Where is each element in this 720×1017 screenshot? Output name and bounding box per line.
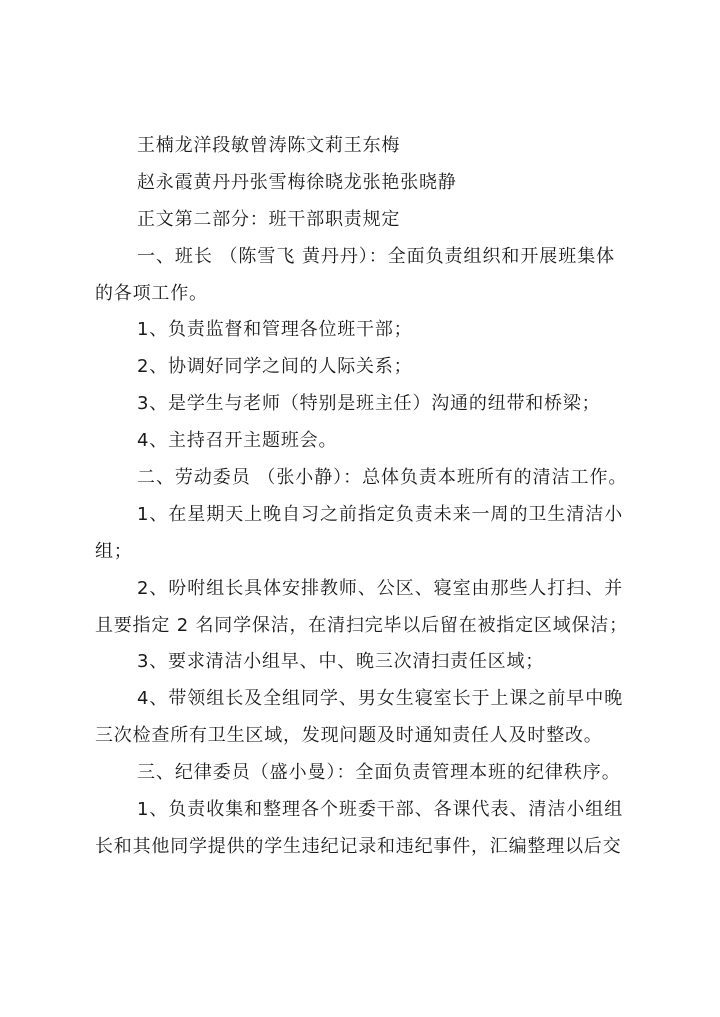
monitor-item-3: 3、是学生与老师（特别是班主任）沟通的纽带和桥梁； bbox=[137, 393, 601, 415]
document-body bbox=[95, 128, 635, 866]
labor-committee-heading: 二、劳动委员 （张小静）：总体负责本班所有的清洁工作。 bbox=[137, 467, 628, 489]
discipline-item-1-continuation: 长和其他同学提供的学生违纪记录和违纪事件，汇编整理以后交 bbox=[95, 835, 622, 857]
monitor-duty-heading: 一、班长 （陈雪飞 黄丹丹）：全面负责组织和开展班集体 bbox=[137, 245, 616, 267]
name-list-line-1: 王楠龙洋段敏曾涛陈文莉王东梅 bbox=[137, 135, 401, 156]
monitor-item-1: 1、负责监督和管理各位班干部； bbox=[137, 319, 413, 341]
labor-item-3: 3、要求清洁小组早、中、晚三次清扫责任区域； bbox=[137, 651, 545, 673]
name-list-line-2: 赵永霞黄丹丹张雪梅徐晓龙张艳张晓静 bbox=[137, 171, 457, 193]
discipline-item-1: 1、负责收集和整理各个班委干部、各课代表、清洁小组组 bbox=[137, 799, 624, 821]
labor-item-4: 4、带领组长及全组同学、男女生寝室长于上课之前早中晚 bbox=[137, 688, 624, 710]
section-heading: 正文第二部分：班干部职责规定 bbox=[137, 208, 401, 230]
labor-item-1: 1、在星期天上晚自习之前指定负责未来一周的卫生清洁小 bbox=[137, 503, 624, 525]
discipline-committee-heading: 三、纪律委员（盛小曼）：全面负责管理本班的纪律秩序。 bbox=[137, 762, 621, 784]
monitor-item-4: 4、主持召开主题班会。 bbox=[137, 430, 338, 452]
monitor-item-2: 2、协调好同学之间的人际关系； bbox=[137, 356, 413, 378]
labor-item-1-continuation: 组； bbox=[95, 540, 133, 562]
labor-item-4-continuation: 三次检查所有卫生区域，发现问题及时通知责任人及时整改。 bbox=[95, 725, 603, 747]
labor-item-2: 2、吩咐组长具体安排教师、公区、寝室由那些人打扫、并 bbox=[137, 577, 624, 599]
monitor-duty-continuation: 的各项工作。 bbox=[95, 282, 208, 304]
labor-item-2-continuation: 且要指定 2 名同学保洁，在清扫完毕以后留在被指定区域保洁； bbox=[95, 614, 628, 636]
